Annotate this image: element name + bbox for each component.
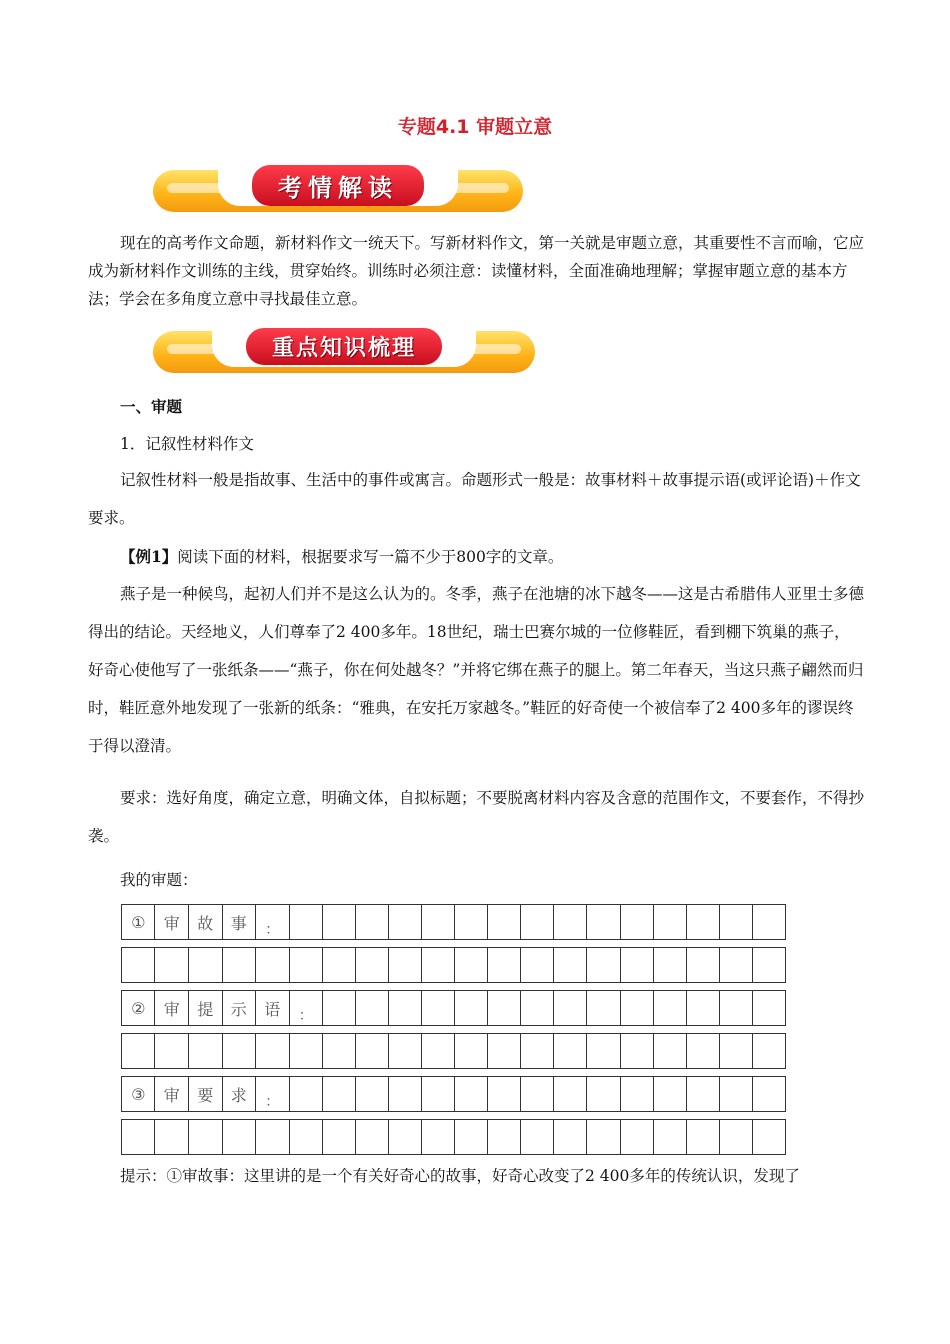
example-prompt: 阅读下面的材料，根据要求写一篇不少于800字的文章。 [177, 548, 564, 566]
answer-cell[interactable] [554, 1034, 587, 1069]
description-paragraph: 记叙性材料一般是指故事、生活中的事件或寓言。命题形式一般是：故事材料＋故事提示语(或评论语)＋作文要求。 [88, 471, 861, 527]
answer-cell[interactable] [422, 1077, 455, 1112]
answer-cell[interactable] [488, 991, 521, 1026]
answer-cell[interactable] [256, 948, 290, 983]
answer-cell[interactable] [521, 1034, 554, 1069]
answer-cell[interactable] [188, 948, 222, 983]
answer-cell[interactable] [554, 1077, 587, 1112]
answer-cell[interactable] [653, 948, 686, 983]
grid-cell: ① [122, 905, 155, 940]
banner-tab [218, 164, 458, 206]
answer-cell[interactable] [222, 1034, 256, 1069]
answer-cell[interactable] [554, 905, 587, 940]
answer-cell[interactable] [719, 1077, 752, 1112]
answer-cell[interactable] [422, 991, 455, 1026]
answer-cell[interactable] [389, 991, 422, 1026]
answer-cell[interactable] [653, 991, 686, 1026]
answer-cell[interactable] [752, 905, 785, 940]
banner-tab [212, 325, 476, 367]
answer-cell[interactable] [322, 1120, 355, 1155]
answer-cell[interactable] [587, 948, 620, 983]
answer-cell[interactable] [222, 948, 256, 983]
story-paragraph: 燕子是一种候鸟，起初人们并不是这么认为的。冬季，燕子在池塘的冰下越冬——这是古希腊伟人亚里士多德得出的结论。天经地义，人们尊奉了2 400多年。18世纪，瑞士巴赛尔城的一位修鞋匠，看到棚下筑巢的燕子，好奇心使他写了一张纸条——“燕子，你在何处越冬？”并将它绑在燕子的腿上。第二年春天，当这只燕子翩然而归时，鞋匠意外地发现了一张新的纸条：“雅典，在安托万家越冬。”鞋匠的好奇使一个被信奉了2 400多年的谬误终于得以澄清。 [88, 585, 865, 755]
answer-cell[interactable] [422, 948, 455, 983]
requirement-paragraph: 要求：选好角度，确定立意，明确文体，自拟标题；不要脱离材料内容及含意的范围作文，不要套作，不得抄袭。 [88, 789, 865, 845]
answer-cell[interactable] [587, 1120, 620, 1155]
answer-cell[interactable] [289, 1120, 322, 1155]
answer-cell[interactable] [322, 1034, 355, 1069]
grid-gap [122, 1069, 786, 1077]
answer-cell[interactable] [521, 905, 554, 940]
answer-cell[interactable] [521, 1077, 554, 1112]
answer-cell[interactable] [289, 905, 322, 940]
answer-cell[interactable] [356, 1120, 389, 1155]
grid-row-requirement [122, 1077, 786, 1112]
answer-cell[interactable] [289, 1077, 322, 1112]
answer-cell[interactable] [289, 948, 322, 983]
answer-cell[interactable] [256, 1034, 290, 1069]
answer-cell[interactable] [389, 1077, 422, 1112]
answer-cell[interactable] [686, 1077, 719, 1112]
grid-row-blank [122, 1120, 786, 1155]
grid-cell: 审 [155, 905, 189, 940]
answer-cell[interactable] [620, 948, 653, 983]
section-banner-exam-analysis [153, 170, 523, 212]
page-title: 专题4.1 审题立意 [397, 116, 553, 138]
answer-cell[interactable] [188, 1034, 222, 1069]
answer-cell[interactable] [587, 1034, 620, 1069]
answer-cell[interactable] [455, 1034, 488, 1069]
answer-cell[interactable] [356, 1077, 389, 1112]
answer-cell[interactable] [488, 948, 521, 983]
answer-cell[interactable] [587, 1077, 620, 1112]
answer-cell[interactable] [653, 905, 686, 940]
answer-cell[interactable] [389, 1034, 422, 1069]
section-banner-key-knowledge [153, 331, 535, 373]
answer-cell[interactable] [289, 1034, 322, 1069]
answer-cell[interactable] [653, 1120, 686, 1155]
grid-cell: 示 [222, 991, 256, 1026]
answer-cell[interactable] [188, 1120, 222, 1155]
section-heading: 一、审题 [120, 398, 183, 416]
grid-cell: ： [289, 991, 322, 1026]
answer-cell[interactable] [653, 1077, 686, 1112]
grid-row-blank [122, 1034, 786, 1069]
answer-cell[interactable] [686, 1120, 719, 1155]
answer-cell[interactable] [521, 1120, 554, 1155]
answer-cell[interactable] [653, 1034, 686, 1069]
answer-cell[interactable] [686, 1034, 719, 1069]
answer-cell[interactable] [587, 991, 620, 1026]
banner-label: 考情解读 [252, 165, 424, 206]
answer-cell[interactable] [686, 948, 719, 983]
grid-cell: 语 [256, 991, 290, 1026]
answer-cell[interactable] [122, 1034, 155, 1069]
banner-label: 重点知识梳理 [246, 328, 442, 365]
answer-cell[interactable] [752, 1077, 785, 1112]
grid-cell: 求 [222, 1077, 256, 1112]
answer-cell[interactable] [719, 1034, 752, 1069]
answer-cell[interactable] [155, 948, 189, 983]
answer-cell[interactable] [752, 948, 785, 983]
answer-cell[interactable] [455, 1077, 488, 1112]
answer-cell[interactable] [422, 905, 455, 940]
answer-cell[interactable] [752, 1120, 785, 1155]
grid-cell: ： [256, 1077, 290, 1112]
answer-cell[interactable] [455, 991, 488, 1026]
grid-cell: ② [122, 991, 155, 1026]
answer-cell[interactable] [719, 1120, 752, 1155]
answer-cell[interactable] [554, 991, 587, 1026]
answer-cell[interactable] [686, 991, 719, 1026]
subsection-heading: 1．记叙性材料作文 [120, 435, 254, 453]
grid-cell: ③ [122, 1077, 155, 1112]
answer-cell[interactable] [356, 905, 389, 940]
answer-cell[interactable] [322, 991, 355, 1026]
answer-cell[interactable] [455, 905, 488, 940]
grid-cell: 审 [155, 991, 189, 1026]
answer-cell[interactable] [256, 1120, 290, 1155]
answer-cell[interactable] [322, 948, 355, 983]
answer-cell[interactable] [488, 1120, 521, 1155]
answer-cell[interactable] [620, 1120, 653, 1155]
answer-cell[interactable] [356, 1034, 389, 1069]
grid-cell: 要 [188, 1077, 222, 1112]
answer-cell[interactable] [752, 1034, 785, 1069]
grid-gap [122, 983, 786, 991]
answer-cell[interactable] [488, 905, 521, 940]
answer-grid [121, 904, 786, 1155]
my-review-label: 我的审题： [120, 871, 198, 889]
answer-cell[interactable] [686, 905, 719, 940]
answer-cell[interactable] [155, 1034, 189, 1069]
answer-cell[interactable] [422, 1120, 455, 1155]
answer-cell[interactable] [521, 948, 554, 983]
grid-gap [122, 940, 786, 948]
answer-cell[interactable] [389, 948, 422, 983]
answer-cell[interactable] [356, 991, 389, 1026]
example-line [120, 543, 896, 571]
hint-paragraph: 提示：①审故事：这里讲的是一个有关好奇心的故事，好奇心改变了2 400多年的传统认识，发现了 [120, 1167, 800, 1185]
answer-cell[interactable] [620, 905, 653, 940]
answer-cell[interactable] [719, 948, 752, 983]
answer-cell[interactable] [122, 948, 155, 983]
answer-cell[interactable] [322, 905, 355, 940]
answer-cell[interactable] [322, 1077, 355, 1112]
intro-paragraph: 现在的高考作文命题，新材料作文一统天下。写新材料作文，第一关就是审题立意，其重要性不言而喻，它应成为新材料作文训练的主线，贯穿始终。训练时必须注意：读懂材料，全面准确地理解；掌握审题立意的基本方法；学会在多角度立意中寻找最佳立意。 [88, 234, 865, 308]
grid-row-blank [122, 948, 786, 983]
answer-cell[interactable] [356, 948, 389, 983]
grid-cell: 事 [222, 905, 256, 940]
answer-cell[interactable] [422, 1034, 455, 1069]
answer-cell[interactable] [488, 1077, 521, 1112]
answer-cell[interactable] [620, 991, 653, 1026]
answer-cell[interactable] [155, 1120, 189, 1155]
answer-cell[interactable] [620, 1034, 653, 1069]
answer-cell[interactable] [620, 1077, 653, 1112]
answer-cell[interactable] [455, 948, 488, 983]
grid-row-story [122, 905, 786, 940]
grid-row-prompt [122, 991, 786, 1026]
answer-cell[interactable] [587, 905, 620, 940]
example-label: 【例1】 [120, 547, 178, 566]
answer-cell[interactable] [554, 1120, 587, 1155]
answer-cell[interactable] [389, 905, 422, 940]
grid-cell: 提 [188, 991, 222, 1026]
grid-gap [122, 1026, 786, 1034]
grid-cell: 审 [155, 1077, 189, 1112]
answer-cell[interactable] [222, 1120, 256, 1155]
answer-cell[interactable] [389, 1120, 422, 1155]
grid-cell: ： [256, 905, 290, 940]
answer-cell[interactable] [521, 991, 554, 1026]
answer-cell[interactable] [554, 948, 587, 983]
answer-cell[interactable] [122, 1120, 155, 1155]
answer-cell[interactable] [719, 991, 752, 1026]
grid-cell: 故 [188, 905, 222, 940]
answer-cell[interactable] [455, 1120, 488, 1155]
answer-cell[interactable] [488, 1034, 521, 1069]
answer-cell[interactable] [752, 991, 785, 1026]
answer-cell[interactable] [719, 905, 752, 940]
grid-gap [122, 1112, 786, 1120]
